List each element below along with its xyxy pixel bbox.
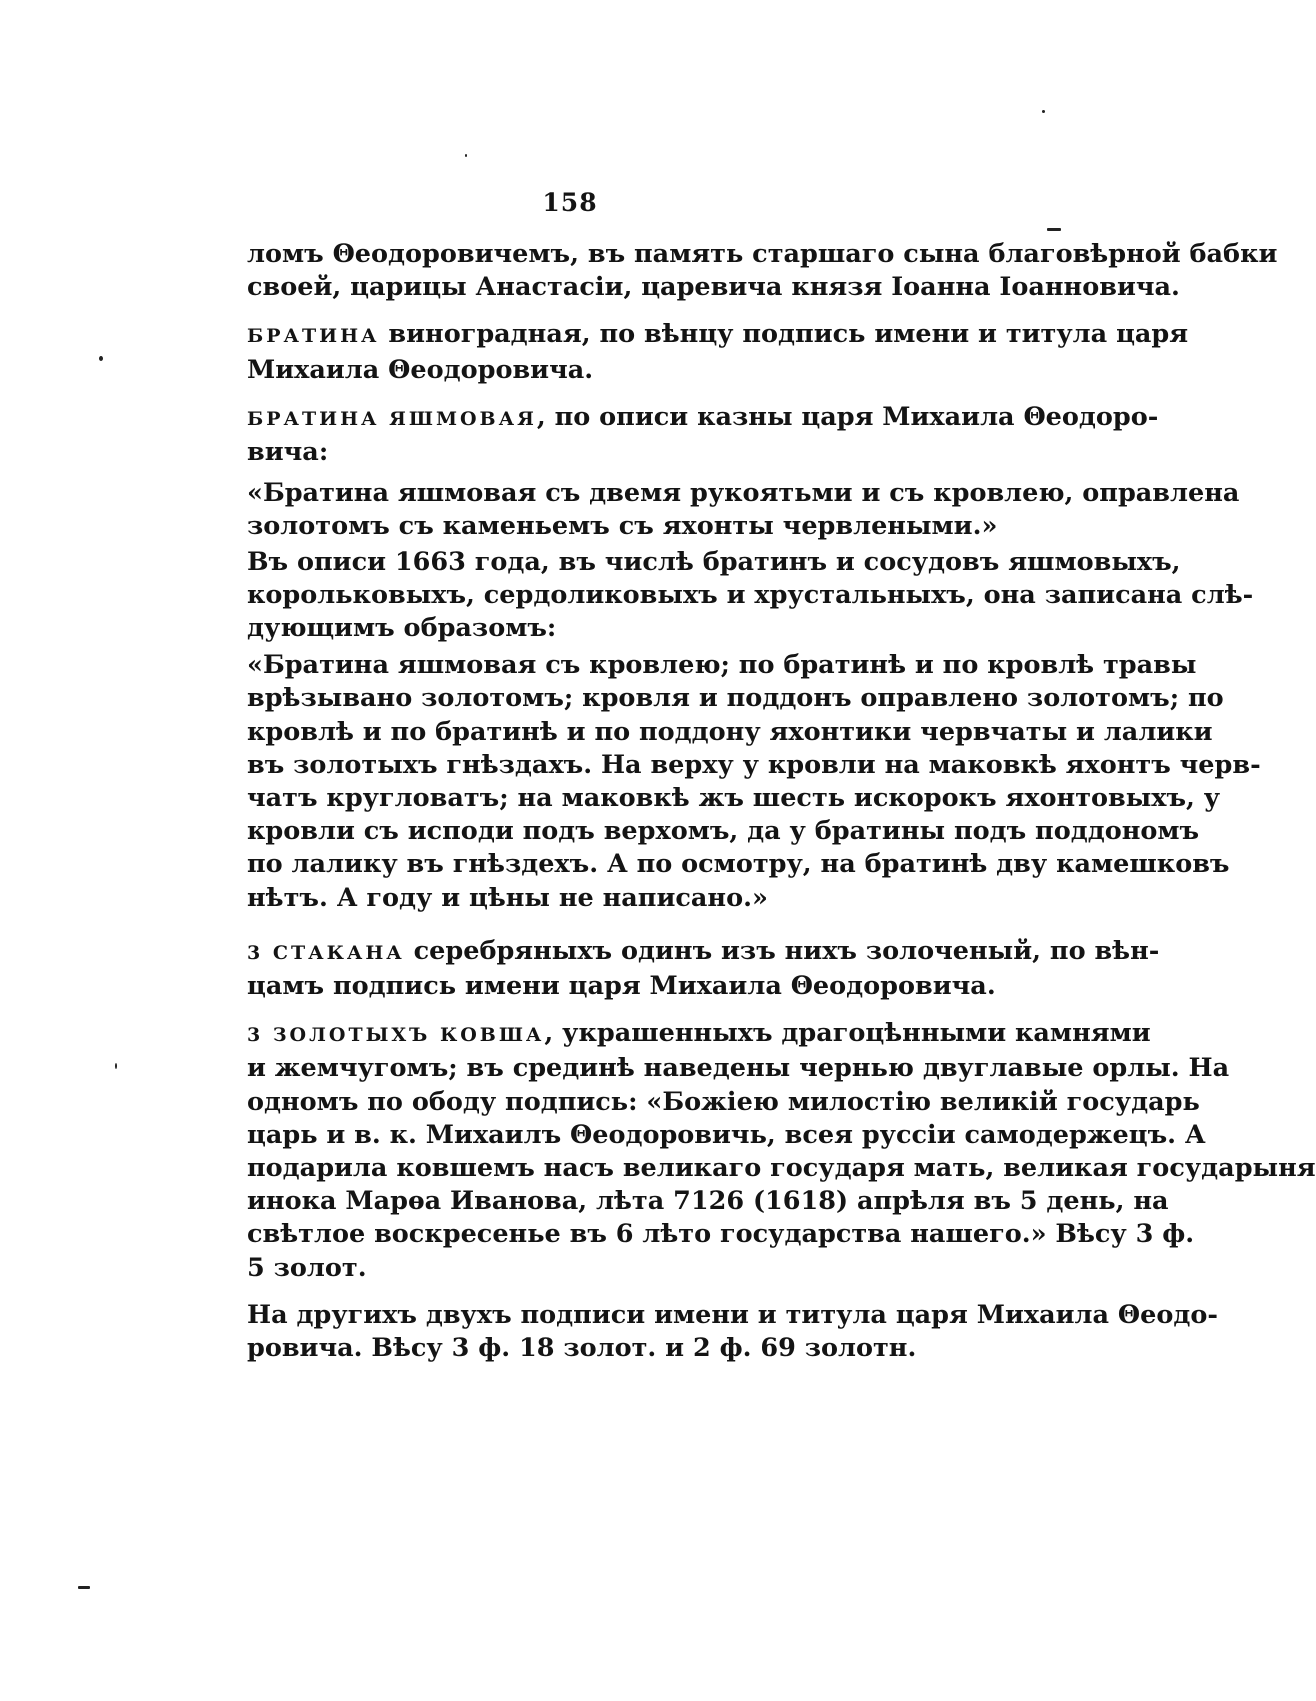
text-line: одномъ по ободу подпись: «Божіею милостію великій государь [247, 1086, 1200, 1117]
paragraph [247, 1299, 1218, 1365]
text-fragment: серебряныхъ одинъ изъ нихъ золоченый, по вѣн- [404, 935, 1160, 966]
scan-speck [115, 1063, 117, 1069]
text-fragment: , по описи казны царя Михаила Θеодоро- [536, 401, 1159, 432]
paragraph [247, 318, 1189, 386]
text-line: корольковыхъ, сердоликовыхъ и хрустальныхъ, она записана слѣ- [247, 579, 1254, 610]
text-line: «Братина яшмовая съ двемя рукоятьми и съ кровлею, оправлена [247, 478, 1240, 509]
quote-paragraph [247, 477, 1240, 543]
paragraph [247, 546, 1254, 646]
scan-speck [1047, 228, 1061, 231]
text-line: въ золотыхъ гнѣздахъ. На верху у кровли на маковкѣ яхонтъ черв- [247, 749, 1261, 780]
text-line: чатъ кругловатъ; на маковкѣ жъ шесть искорокъ яхонтовыхъ, у [247, 783, 1221, 814]
text-line: врѣзывано золотомъ; кровля и поддонъ оправлено золотомъ; по [247, 683, 1224, 714]
text-fragment: , украшенныхъ драгоцѣнными камнями [544, 1018, 1151, 1049]
text-line: по лалику въ гнѣздехъ. А по осмотру, на братинѣ дву камешковъ [247, 849, 1230, 880]
text-line: подарила ковшемъ насъ великаго государя мать, великая государыня [247, 1153, 1316, 1184]
scan-speck [78, 1586, 90, 1589]
text-line: Въ описи 1663 года, въ числѣ братинъ и сосудовъ яшмовыхъ, [247, 546, 1181, 577]
paragraph [247, 401, 1159, 469]
text-line [247, 318, 1189, 353]
text-line: нѣтъ. А году и цѣны не написано.» [247, 882, 768, 913]
text-line: инока Марѳа Иванова, лѣта 7126 (1618) апрѣля въ 5 день, на [247, 1186, 1169, 1217]
text-line: дующимъ образомъ: [247, 613, 557, 644]
text-line: ломъ Θеодоровичемъ, въ память старшаго сына благовѣрной бабки [247, 239, 1278, 269]
text-line: ровича. Вѣсу 3 ф. 18 золот. и 2 ф. 69 золотн. [247, 1333, 917, 1364]
text-line [247, 401, 1159, 436]
text-line: Михаила Θеодоровича. [247, 354, 594, 385]
text-line: 5 золот. [247, 1252, 367, 1283]
text-line: золотомъ съ каменьемъ съ яхонты червлеными.» [247, 511, 998, 542]
text-line: свѣтлое воскресенье въ 6 лѣто государства нашего.» Вѣсу 3 ф. [247, 1219, 1195, 1250]
paragraph [247, 238, 1278, 304]
text-line: своей, царицы Анастасіи, царевича князя Іоанна Іоанновича. [247, 272, 1180, 303]
text-line: кровли съ исподи подъ верхомъ, да у братины подъ поддономъ [247, 816, 1200, 847]
text-line: вича: [247, 437, 329, 468]
text-body [247, 238, 1316, 1365]
paragraph [247, 1017, 1316, 1285]
scan-speck [465, 154, 467, 157]
entry-lead: БРАТИНА [247, 325, 380, 348]
scan-speck [99, 356, 103, 361]
entry-lead: БРАТИНА ЯШМОВАЯ [247, 407, 537, 430]
text-line: «Братина яшмовая съ кровлею; по братинѣ и по кровлѣ травы [247, 650, 1197, 681]
text-line: На другихъ двухъ подписи имени и титула царя Михаила Θеодо- [247, 1299, 1218, 1330]
text-line: цамъ подпись имени царя Михаила Θеодоровича. [247, 971, 996, 1002]
quote-paragraph [247, 649, 1261, 915]
paragraph [247, 935, 1160, 1003]
text-line: и жемчугомъ; въ срединѣ наведены чернью двуглавые орлы. На [247, 1053, 1230, 1084]
text-fragment: виноградная, по вѣнцу подпись имени и титула царя [379, 319, 1189, 350]
scan-speck [1042, 110, 1045, 113]
text-line [247, 935, 1160, 970]
text-line [247, 1017, 1151, 1052]
page-number: 158 [542, 188, 598, 217]
entry-lead: 3 СТАКАНА [247, 941, 405, 964]
text-line: кровлѣ и по братинѣ и по поддону яхонтики червчаты и лалики [247, 716, 1213, 747]
entry-lead: 3 ЗОЛОТЫХЪ КОВША [247, 1024, 545, 1047]
text-line: царь и в. к. Михаилъ Θеодоровичь, всея руссіи самодержецъ. А [247, 1119, 1206, 1150]
